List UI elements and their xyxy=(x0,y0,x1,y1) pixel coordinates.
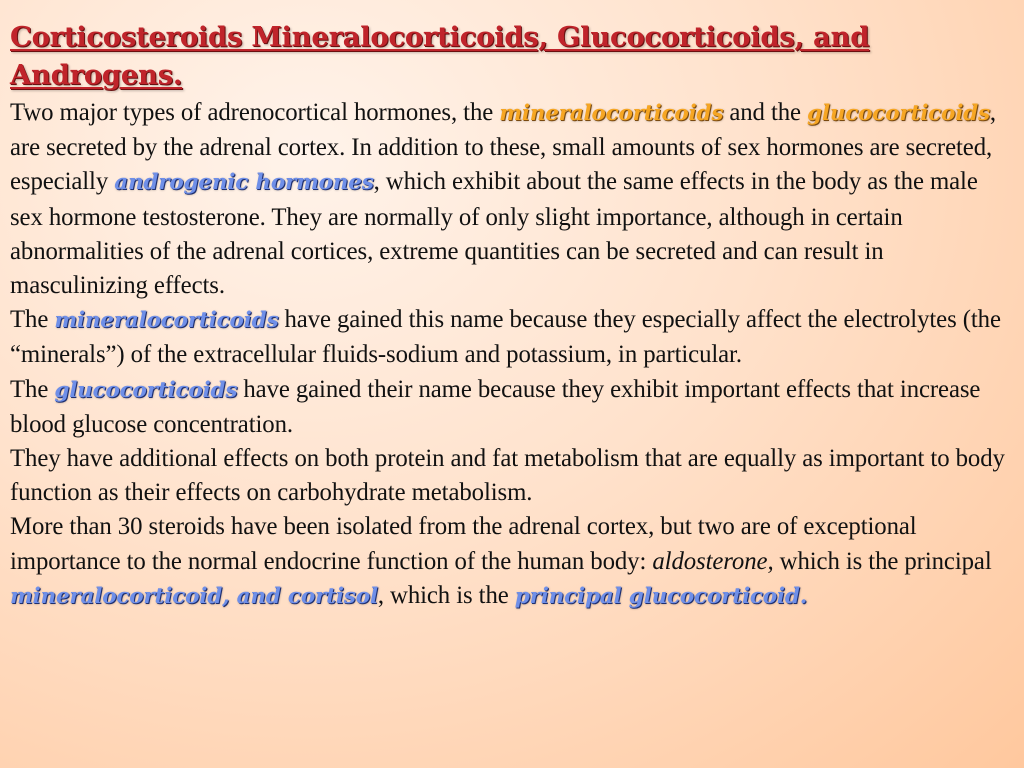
text: , which is the xyxy=(377,581,515,609)
text: The xyxy=(10,375,55,403)
highlight-androgenic-hormones: androgenic hormones xyxy=(114,170,374,196)
text: Two major types of adrenocortical hormones, the xyxy=(10,99,500,126)
title-line-2: Androgens. xyxy=(10,59,183,91)
slide-title xyxy=(10,18,1016,94)
slide xyxy=(10,18,1016,614)
aldosterone-text: aldosterone, xyxy=(652,547,774,575)
paragraph-metabolism xyxy=(10,442,1016,510)
text: More than 30 steroids have been isolated from the adrenal cortex, but two are of exceptional importance to the normal endocrine function of the human body: xyxy=(10,513,917,575)
text: , which exhibit about the same effects in the body as the male sex hormone testosterone. They are normally of only slight importance, although in certain abnormalities of the adrenal cortices, extreme quantities can be secreted and can result in masculinizing effects. xyxy=(10,168,978,300)
text: have gained this name because they especially affect the electrolytes (the “minerals”) of the extracellular fluids-sodium and potassium, in particular. xyxy=(10,306,1001,369)
text: , are secreted by the adrenal cortex. In addition to these, small amounts of sex hormones are secreted, especially xyxy=(10,99,997,196)
text: The xyxy=(10,306,55,334)
highlight-mineralocorticoids: mineralocorticoids xyxy=(499,101,724,126)
text: and the xyxy=(723,99,808,126)
highlight-mineralocorticoids: mineralocorticoids xyxy=(54,308,279,334)
paragraph-mineralocorticoids xyxy=(10,303,1016,372)
slide-body xyxy=(10,96,1016,614)
paragraph-steroids xyxy=(10,510,1016,614)
highlight-principal-glucocorticoid: principal glucocorticoid. xyxy=(514,583,808,609)
highlight-glucocorticoids: glucocorticoids xyxy=(807,101,990,126)
text: They have additional effects on both protein and fat metabolism that are equally as important to body function as their effects on carbohydrate metabolism. xyxy=(10,445,1005,507)
title-line-1: Corticosteroids Mineralocorticoids, Glucocorticoids, and xyxy=(10,21,870,53)
text: have gained their name because they exhibit important effects that increase blood glucose concentration. xyxy=(10,375,981,438)
text: which is the principal xyxy=(773,547,992,575)
paragraph-glucocorticoids xyxy=(10,373,1016,442)
highlight-mineralocorticoid-cortisol: mineralocorticoid, and cortisol xyxy=(10,583,378,609)
highlight-glucocorticoids: glucocorticoids xyxy=(54,377,238,403)
paragraph-sex-hormones xyxy=(10,96,1016,303)
